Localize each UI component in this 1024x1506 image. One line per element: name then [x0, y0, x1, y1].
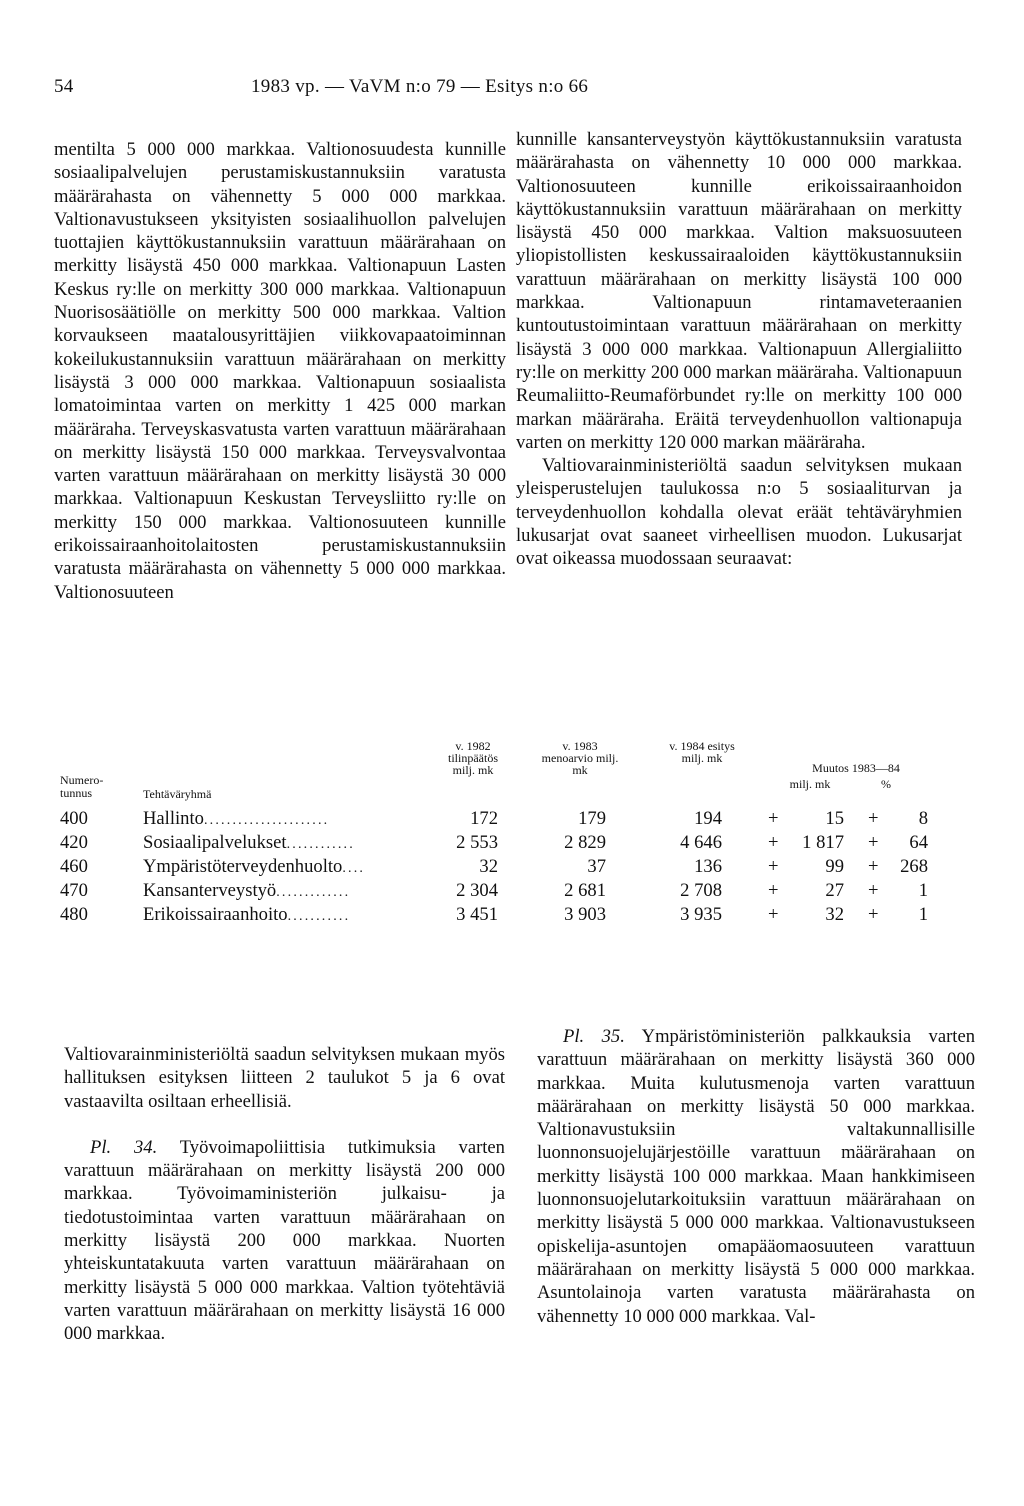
cell-sign-pct: + [868, 808, 879, 829]
cell-sign-pct: + [868, 856, 879, 877]
text-column-top-left [54, 138, 506, 604]
cell-group [143, 879, 443, 904]
paragraph [537, 1025, 975, 1328]
table-row [0, 903, 1024, 926]
cell-v1982: 2 304 [456, 880, 498, 901]
cell-v1983: 3 903 [564, 904, 606, 925]
cell-v1982: 2 553 [456, 832, 498, 853]
running-title: 1983 vp. — VaVM n:o 79 — Esitys n:o 66 [251, 76, 589, 97]
cell-group-name: Kansanterveystyö [143, 880, 277, 901]
cell-v1984: 4 646 [680, 832, 722, 853]
section-label: Pl. 34. [90, 1136, 158, 1158]
cell-numero: 400 [60, 808, 88, 829]
leader-dots: ............ [286, 837, 355, 852]
paragraph: kunnille kansanterveystyön käyttökustannuksiin varatusta määrärahasta on vähennetty 10 000 000 markkaa. Valtionosuuteen kunnille erikoissairaanhoidon käyttökustannuksiin varattuun määrärahaan on merkitty lisäystä 450 000 markkaa. Valtion maksuosuuteen yliopistollisten keskussairaaloiden käyttökustannuksiin varattuun määrärahaan on merkitty lisäystä 100 000 markkaa. Valtionapuun rintamaveteraanien kuntoutustoimintaan varattuun määrärahaan on merkitty lisäystä 3 000 000 markkaa. Valtionapuun Allergialiitto ry:lle on merkitty 200 000 markan määräraha. Valtionapuun Reumaliitto-Reumaförbundet ry:lle on merkitty 100 000 markan määräraha. Eräitä terveydenhuollon valtionapuja varten on merkitty 120 000 markan määräraha. [516, 129, 962, 453]
table-header-pct: % [881, 777, 891, 791]
cell-change-pct: 64 [909, 832, 928, 853]
cell-sign-mk: + [768, 880, 779, 901]
leader-dots: ........... [287, 909, 351, 924]
cell-sign-pct: + [868, 880, 879, 901]
cell-change-mk: 15 [825, 808, 844, 829]
table-row [0, 879, 1024, 902]
cell-group-name: Sosiaalipalvelukset [143, 832, 287, 853]
cell-v1984: 3 935 [680, 904, 722, 925]
cell-numero: 420 [60, 832, 88, 853]
cell-v1983: 179 [578, 808, 606, 829]
cell-numero: 480 [60, 904, 88, 925]
table-row [0, 807, 1024, 830]
table-row [0, 831, 1024, 854]
table-header-v1983: v. 1983 menoarvio milj. mk [541, 739, 619, 777]
cell-group [143, 903, 443, 928]
cell-change-mk: 27 [825, 880, 844, 901]
cell-numero: 460 [60, 856, 88, 877]
cell-v1984: 2 708 [680, 880, 722, 901]
paragraph [64, 1136, 505, 1346]
cell-v1984: 194 [694, 808, 722, 829]
cell-v1982: 172 [470, 808, 498, 829]
cell-sign-mk: + [768, 808, 779, 829]
paragraph: Valtiovarainministeriöltä saadun selvityksen mukaan yleisperustelujen taulukossa n:o 5 sosiaaliturvan ja terveydenhuollon kohdalla olevat eräät tehtäväryhmien lukusarjat ovat saaneet virheellisen muodon. Lukusarjat ovat oikeassa muodossaan seuraavat: [516, 455, 962, 570]
cell-group [143, 855, 443, 880]
cell-numero: 470 [60, 880, 88, 901]
paragraph-text: Työvoimapoliittisia tutkimuksia varten varattuun määrärahaan on merkitty lisäystä 200 000 markkaa. Työvoimaministeriön julkaisu- ja tiedotustoimintaa varten varattuun määrärahaan on merkitty lisäystä 200 000 markkaa. Nuorten yhteiskuntatakuuta varten varattuun määrärahaan on merkitty lisäystä 5 000 000 markkaa. Valtion työtehtäviä varten varattuun määrärahaan on merkitty lisäystä 16 000 000 markkaa. [64, 1136, 505, 1345]
cell-change-pct: 268 [900, 856, 928, 877]
paragraph-text: Ympäristöministeriön palkkauksia varten varattuun määrärahaan on merkitty lisäystä 360 000 markkaa. Muita kulutusmenoja varten varattuun määrärahaan on merkitty lisäystä 50 000 markkaa. Valtionavustuksiin valtakunnallisille luonnonsuojelujärjestöille varattuun määrärahaan on merkitty lisäystä 100 000 markkaa. Maan hankkimiseen luonnonsuojelutarkoituksiin varattuun määrärahaan on merkitty lisäystä 5 000 000 markkaa. Valtionavustukseen opiskelija-asuntojen omapääomaosuuteen varattuun määrärahaan on merkitty lisäystä 5 000 000 markkaa. Asuntolainoja varten varatusta määrärahasta on vähennetty 10 000 000 markkaa. Val- [537, 1026, 975, 1327]
paragraph: mentilta 5 000 000 markkaa. Valtionosuudesta kunnille sosiaalipalvelujen perustamiskustannuksiin varatusta määrärahasta on vähennetty 5 000 000 markkaa. Valtionavustukseen yksityisten sosiaalihuollon palvelujen tuottajien käyttökustannuksiin varattuun määrärahaan on merkitty lisäystä 450 000 markkaa. Valtionapuun Lasten Keskus ry:lle on merkitty 300 000 markkaa. Valtionapuun Nuorisosäätiölle on merkitty 500 000 markkaa. Valtion korvaukseen maatalousyrittäjien viikkovapaatoiminnan kokeilukustannuksiin varattuun määrärahaan on merkitty lisäystä 3 000 000 markkaa. Valtionapuun sosiaalista lomatoimintaa varten on merkitty 1 425 000 markan määräraha. Terveyskasvatusta varten varattuun määrärahaan on merkitty lisäystä 150 000 markkaa. Terveysvalvontaa varten varattuun määrärahaan on merkitty lisäystä 30 000 markkaa. Valtionapuun Keskustan Terveysliitto ry:lle on merkitty 150 000 markkaa. Valtionosuuteen kunnille erikoissairaanhoitolaitosten perustamiskustannuksiin varatusta määrärahasta on vähennetty 5 000 000 markkaa. Valtionosuuteen [54, 139, 506, 603]
cell-v1982: 32 [479, 856, 498, 877]
table-header-numero: Numero-tunnus [60, 773, 104, 800]
text-column-bottom-left [64, 1043, 505, 1346]
cell-sign-mk: + [768, 904, 779, 925]
table-header-v1984: v. 1984 esitys milj. mk [669, 739, 735, 765]
cell-group-name: Erikoissairaanhoito [143, 904, 288, 925]
cell-group-name: Hallinto [143, 808, 204, 829]
cell-change-mk: 99 [825, 856, 844, 877]
text-column-bottom-right [537, 1025, 975, 1328]
leader-dots: .... [342, 861, 366, 876]
cell-group [143, 807, 443, 832]
leader-dots: ...................... [203, 813, 330, 828]
table-header-group: Tehtäväryhmä [143, 787, 212, 801]
cell-group-name: Ympäristöterveydenhuolto [143, 856, 343, 877]
cell-sign-pct: + [868, 832, 879, 853]
cell-change-mk: 1 817 [802, 832, 844, 853]
paragraph: Valtiovarainministeriöltä saadun selvityksen mukaan myös hallituksen esityksen liitteen 2 taulukot 5 ja 6 ovat vastaavilta osiltaan erheellisiä. [64, 1044, 505, 1112]
cell-v1984: 136 [694, 856, 722, 877]
leader-dots: ............. [276, 885, 351, 900]
cell-group [143, 831, 443, 856]
text-column-top-right [516, 128, 962, 571]
cell-v1982: 3 451 [456, 904, 498, 925]
cell-change-pct: 8 [918, 808, 928, 829]
page-number: 54 [54, 76, 74, 97]
cell-sign-pct: + [868, 904, 879, 925]
table-header-milj: milj. mk [789, 777, 831, 791]
cell-change-pct: 1 [918, 880, 928, 901]
cell-v1983: 37 [587, 856, 606, 877]
cell-change-mk: 32 [825, 904, 844, 925]
cell-v1983: 2 681 [564, 880, 606, 901]
cell-change-pct: 1 [918, 904, 928, 925]
cell-sign-mk: + [768, 832, 779, 853]
table-header-v1982: v. 1982 tilinpäätös milj. mk [448, 739, 498, 777]
table-row [0, 855, 1024, 878]
cell-sign-mk: + [768, 856, 779, 877]
cell-v1983: 2 829 [564, 832, 606, 853]
section-label: Pl. 35. [563, 1026, 625, 1047]
data-table [0, 739, 1024, 925]
table-header-muutos: Muutos 1983—84 [812, 761, 900, 775]
